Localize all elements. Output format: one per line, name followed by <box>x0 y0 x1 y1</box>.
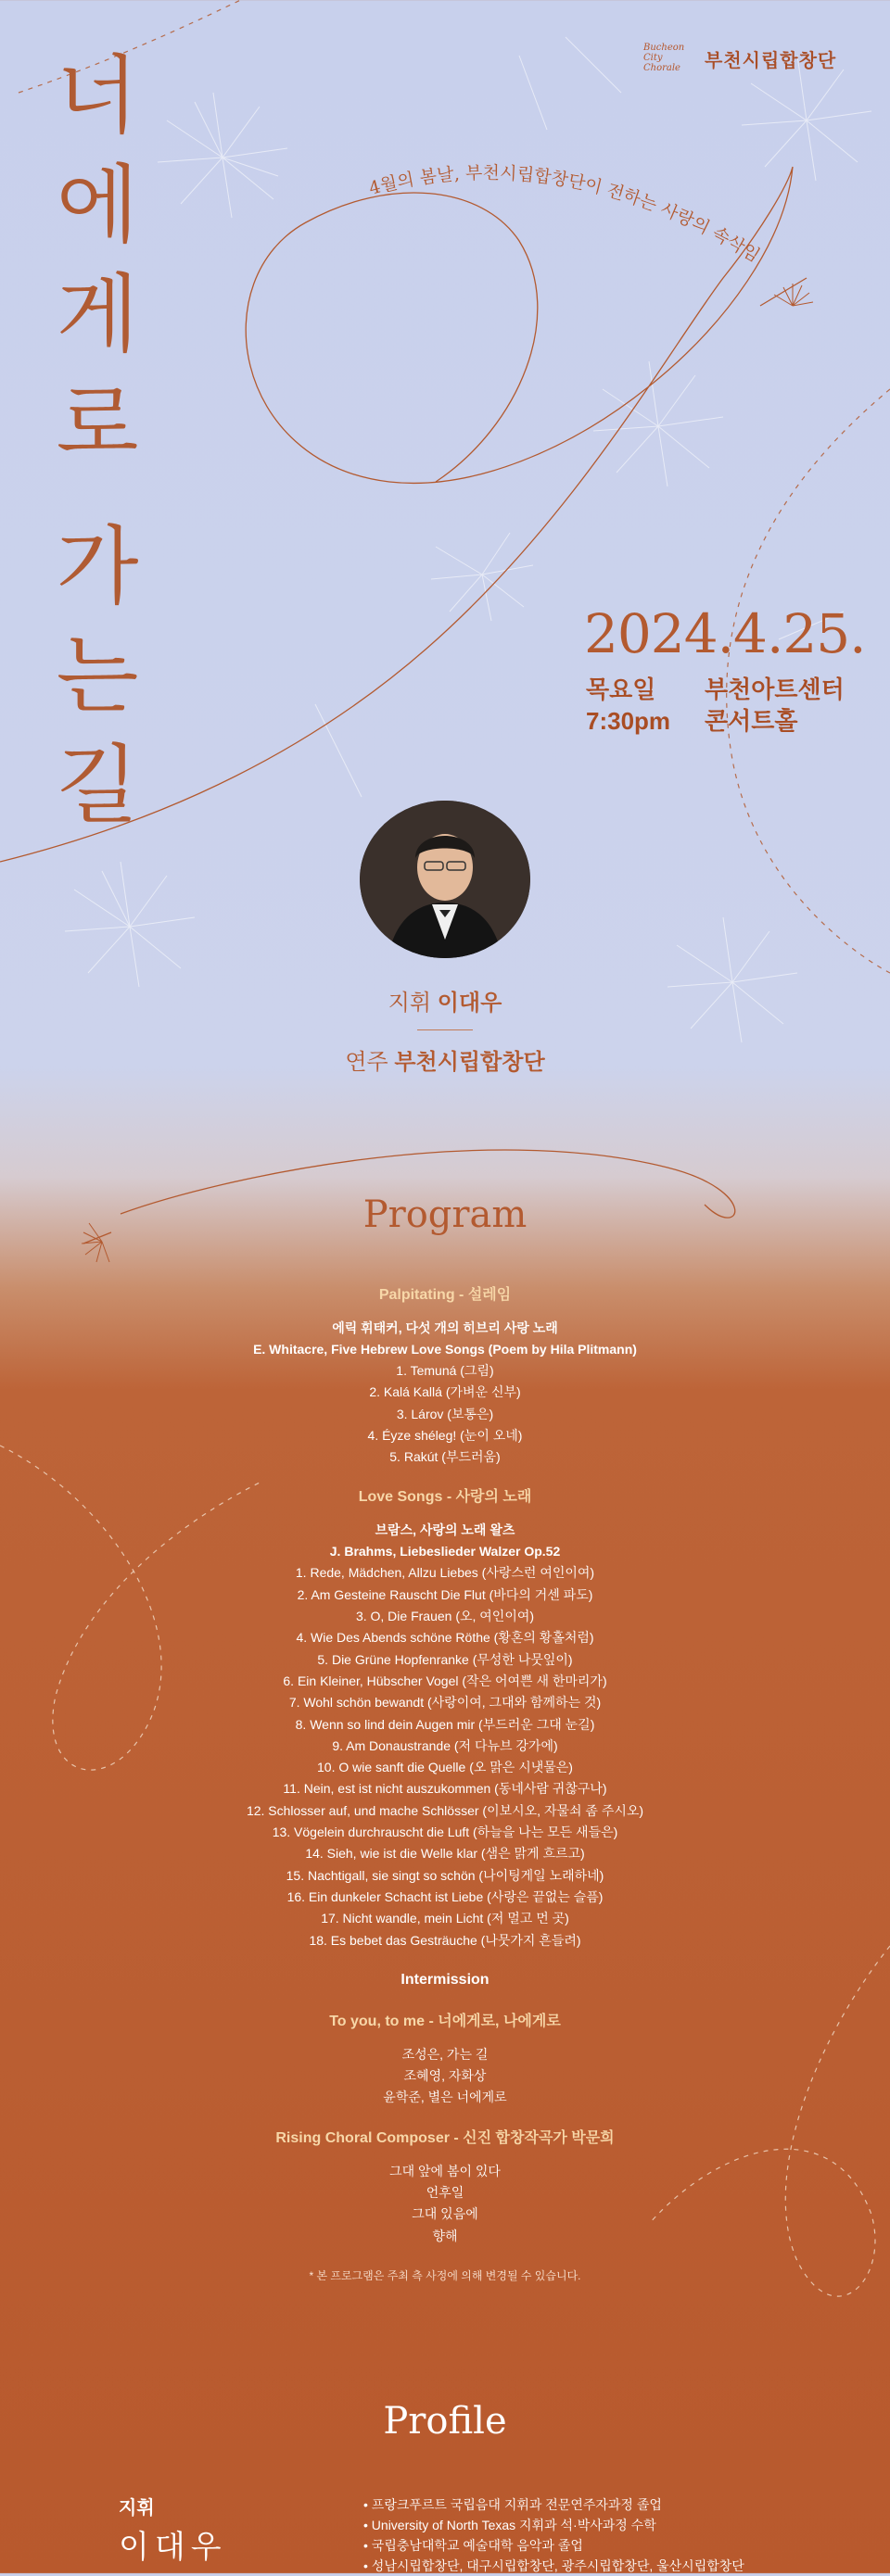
profile-name: 이대우 <box>119 2529 227 2566</box>
program-group <box>167 2013 723 2109</box>
performer-label: 연주 <box>345 1050 388 1075</box>
program-item: 18. Es bebet das Gesträuche (나뭇가지 흔들려) <box>309 1932 581 1948</box>
program-item: 8. Wenn so lind dein Augen mir (부드러운 그대 눈길) <box>295 1716 595 1732</box>
title-char: 에 <box>56 156 139 255</box>
event-where <box>705 674 845 737</box>
performer-name: 부천시립합창단 <box>394 1050 545 1075</box>
program-item: 조성은, 가는 길 <box>401 2046 489 2062</box>
org-logo[interactable] <box>643 43 836 74</box>
group-title: Palpitating - 설레임 <box>378 1287 512 1303</box>
title-char: 는 <box>56 626 139 726</box>
conductor-photo <box>360 801 530 958</box>
group-title: Rising Choral Composer - 신진 합창작곡가 박문희 <box>275 2129 615 2146</box>
program-item: 1. Temuná (그림) <box>396 1363 494 1378</box>
program-item: 14. Sieh, wie ist die Welle klar (샘은 맑게 흐르고) <box>305 1846 585 1862</box>
program-item: 조혜영, 자화상 <box>403 2068 487 2084</box>
program-item: 16. Ein dunkeler Schacht ist Liebe (사랑은 끝없는 슬픔) <box>286 1888 604 1904</box>
title-char: 너 <box>56 46 139 145</box>
program-item: 2. Am Gesteine Rauscht Die Flut (바다의 거센 파도) <box>297 1586 593 1602</box>
program-item: 4. Wie Des Abends schöne Röthe (황혼의 황홀처럼) <box>296 1630 594 1646</box>
title-char: 가 <box>56 517 139 616</box>
program-item: 향해 <box>432 2228 458 2243</box>
page-title <box>46 42 148 840</box>
program-group <box>167 1286 723 1468</box>
dandelion-seed-icon <box>158 93 287 218</box>
profile-item: • University of North Texas 지휘과 석·박사과정 수학 <box>363 2515 864 2535</box>
program-item: 13. Vögelein durchrauscht die Luft (하늘을 나는 모든 새들은) <box>272 1825 618 1840</box>
profile-item: • 국립충남대학교 예술대학 음악과 졸업 <box>363 2535 864 2556</box>
conductor-label: 지휘 <box>388 991 432 1016</box>
event-venue: 부천아트센터 <box>705 676 845 703</box>
program-item: 윤학준, 별은 너에게로 <box>383 2090 507 2105</box>
program-item: 5. Rakút (부드러움) <box>389 1449 501 1465</box>
svg-text:4월의 봄날, 부천시립합창단이 전하는 사랑의 속삭임: 4월의 봄날, 부천시립합창단이 전하는 사랑의 속삭임 <box>366 162 764 267</box>
title-char: 길 <box>56 736 139 835</box>
group-title: To you, to me - 너에게로, 나에게로 <box>329 2013 561 2029</box>
program-item: 15. Nachtigall, sie singt so schön (나이팅게일 노래하네) <box>286 1867 604 1883</box>
event-hall: 콘서트홀 <box>705 707 798 735</box>
profile-label <box>119 2493 227 2567</box>
program-group <box>167 2129 723 2247</box>
program-item: 17. Nicht wandle, mein Licht (저 멀고 먼 곳) <box>321 1911 569 1926</box>
program-item: 12. Schlosser auf, und mache Schlösser (이보시오, 자물쇠 좀 주시오) <box>246 1802 644 1818</box>
profile-list <box>363 2494 864 2576</box>
program-item: 그대 있음에 <box>412 2206 478 2222</box>
event-date: 2024.4.25. <box>584 602 866 665</box>
group-subtitle: J. Brahms, Liebeslieder Walzer Op.52 <box>329 1544 561 1559</box>
program-note: * 본 프로그램은 주최 측 사정에 의해 변경될 수 있습니다. <box>309 2268 581 2282</box>
program-item: 11. Nein, est ist nicht auszukommen (동네사람 귀찮구나) <box>283 1781 607 1797</box>
event-day: 목요일 <box>586 676 656 703</box>
program-item: 7. Wohl schön bewandt (사랑이여, 그대와 함께하는 것) <box>288 1695 602 1711</box>
conductor-credit <box>260 984 630 1017</box>
profile-item: • 프랑크푸르트 국립음대 지휘과 전문연주자과정 졸업 <box>363 2494 864 2515</box>
program-item: 3. O, Die Frauen (오, 여인이여) <box>355 1609 535 1624</box>
dandelion-seed-icon <box>668 917 797 1042</box>
program-item: 4. Éyze shéleg! (눈이 오네) <box>367 1427 523 1443</box>
title-char: 게 <box>56 265 139 364</box>
intermission-label: Intermission <box>400 1971 490 1988</box>
profile-role: 지휘 <box>119 2498 155 2519</box>
program-item: 3. Lárov (보통은) <box>396 1406 494 1421</box>
profile-title: Profile <box>383 2400 507 2443</box>
program-item: 6. Ein Kleiner, Hübscher Vogel (작은 어여쁜 새 한마리가) <box>283 1673 607 1688</box>
program-item: 언후일 <box>426 2185 464 2201</box>
dandelion-seed-icon <box>593 361 723 486</box>
event-when <box>586 674 670 737</box>
program-list <box>167 1286 723 2283</box>
person-silhouette-icon <box>360 801 530 958</box>
divider <box>417 1029 473 1030</box>
program-item: 1. Rede, Mädchen, Allzu Liebes (사랑스런 여인이여) <box>295 1565 595 1581</box>
profile-item: • 성남시립합창단, 대구시립합창단, 광주시립합창단, 울산시립합창단 <box>363 2556 864 2576</box>
title-char: 로 <box>56 374 139 474</box>
dandelion-seed-icon <box>431 533 533 621</box>
group-subtitle: 에릭 휘태커, 다섯 개의 히브리 사랑 노래 <box>332 1320 558 1335</box>
performer-credit <box>260 1043 630 1076</box>
program-title: Program <box>362 1193 528 1236</box>
dandelion-seed-icon <box>65 862 195 987</box>
group-subtitle: 브람스, 사랑의 노래 왈츠 <box>375 1522 515 1538</box>
program-group <box>167 1488 723 1951</box>
logo-text: 부천시립합창단 <box>705 50 837 71</box>
conductor-name: 이대우 <box>437 991 502 1016</box>
program-item: 그대 앞에 봄이 있다 <box>389 2163 501 2178</box>
program-item: 5. Die Grüne Hopfenranke (무성한 나뭇잎이) <box>317 1651 573 1667</box>
tagline <box>352 158 797 324</box>
group-title: Love Songs - 사랑의 노래 <box>358 1489 532 1506</box>
program-item: 2. Kalá Kallá (가벼운 신부) <box>369 1384 521 1400</box>
program-item: 9. Am Donaustrande (저 다뉴브 강가에) <box>332 1737 558 1753</box>
event-time: 7:30pm <box>586 707 671 735</box>
logo-mark: Bucheon City Chorale <box>643 43 685 73</box>
group-subtitle: E. Whitacre, Five Hebrew Love Songs (Poem by Hila Plitmann) <box>253 1342 637 1357</box>
program-item: 10. O wie sanft die Quelle (오 맑은 시냇물은) <box>317 1760 573 1775</box>
credits <box>260 984 630 1076</box>
